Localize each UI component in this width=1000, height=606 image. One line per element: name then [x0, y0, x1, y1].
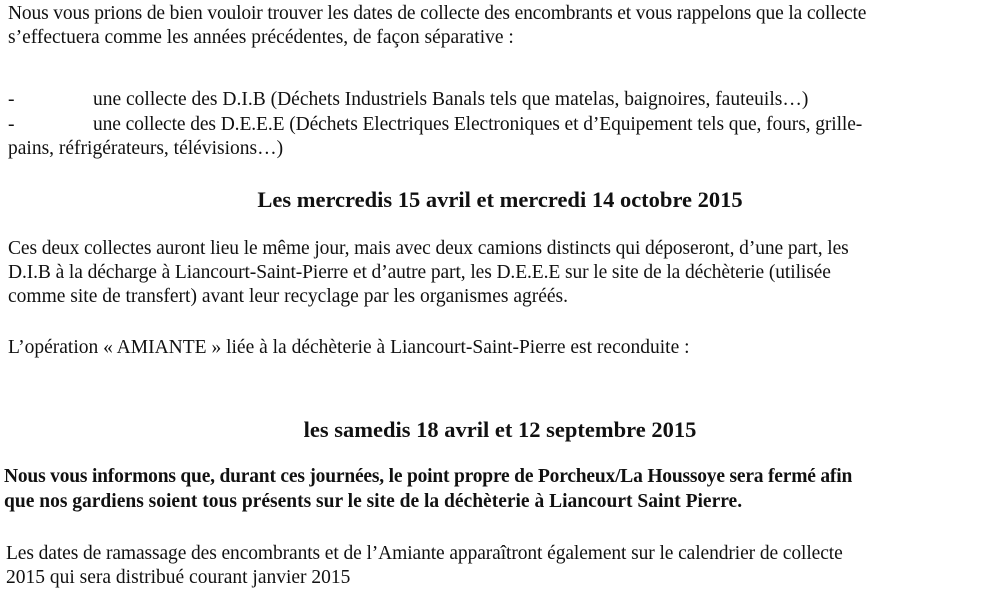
- bullet-item-dib: une collecte des D.I.B (Déchets Industriels Banals tels que matelas, baignoires, fauteuils…): [93, 89, 809, 110]
- bullet-dash-1: -: [8, 89, 15, 110]
- intro-line-2: s’effectuera comme les années précédentes, de façon séparative :: [8, 27, 514, 48]
- notice-line-2: que nos gardiens soient tous présents sur le site de la déchèterie à Liancourt Saint Pierre.: [4, 491, 743, 512]
- bullet-item-deee-continued: pains, réfrigérateurs, télévisions…): [8, 138, 284, 159]
- paragraph-1-line-1: Ces deux collectes auront lieu le même jour, mais avec deux camions distincts qui déposeront, d’une part, les: [8, 238, 849, 259]
- notice-line-1: Nous vous informons que, durant ces journées, le point propre de Porcheux/La Houssoye sera fermé afin: [4, 466, 853, 487]
- heading-collection-dates: Les mercredis 15 avril et mercredi 14 octobre 2015: [257, 187, 743, 212]
- bullet-dash-2: -: [8, 114, 15, 135]
- intro-line-1: Nous vous prions de bien vouloir trouver les dates de collecte des encombrants et vous rappelons que la collecte: [8, 3, 867, 24]
- closing-line-2: 2015 qui sera distribué courant janvier 2015: [6, 567, 351, 588]
- paragraph-1-line-2: D.I.B à la décharge à Liancourt-Saint-Pierre et d’autre part, les D.E.E.E sur le site de la déchèterie (utilisée: [8, 262, 831, 283]
- closing-line-1: Les dates de ramassage des encombrants et de l’Amiante apparaîtront également sur le calendrier de collecte: [6, 543, 843, 564]
- heading-amiante-dates: les samedis 18 avril et 12 septembre 2015: [303, 417, 697, 442]
- amiante-operation-line: L’opération « AMIANTE » liée à la déchèterie à Liancourt-Saint-Pierre est reconduite :: [8, 337, 690, 358]
- bullet-item-deee: une collecte des D.E.E.E (Déchets Electriques Electroniques et d’Equipement tels que, fours, grille-: [93, 114, 863, 135]
- paragraph-1-line-3: comme site de transfert) avant leur recyclage par les organismes agréés.: [8, 286, 569, 307]
